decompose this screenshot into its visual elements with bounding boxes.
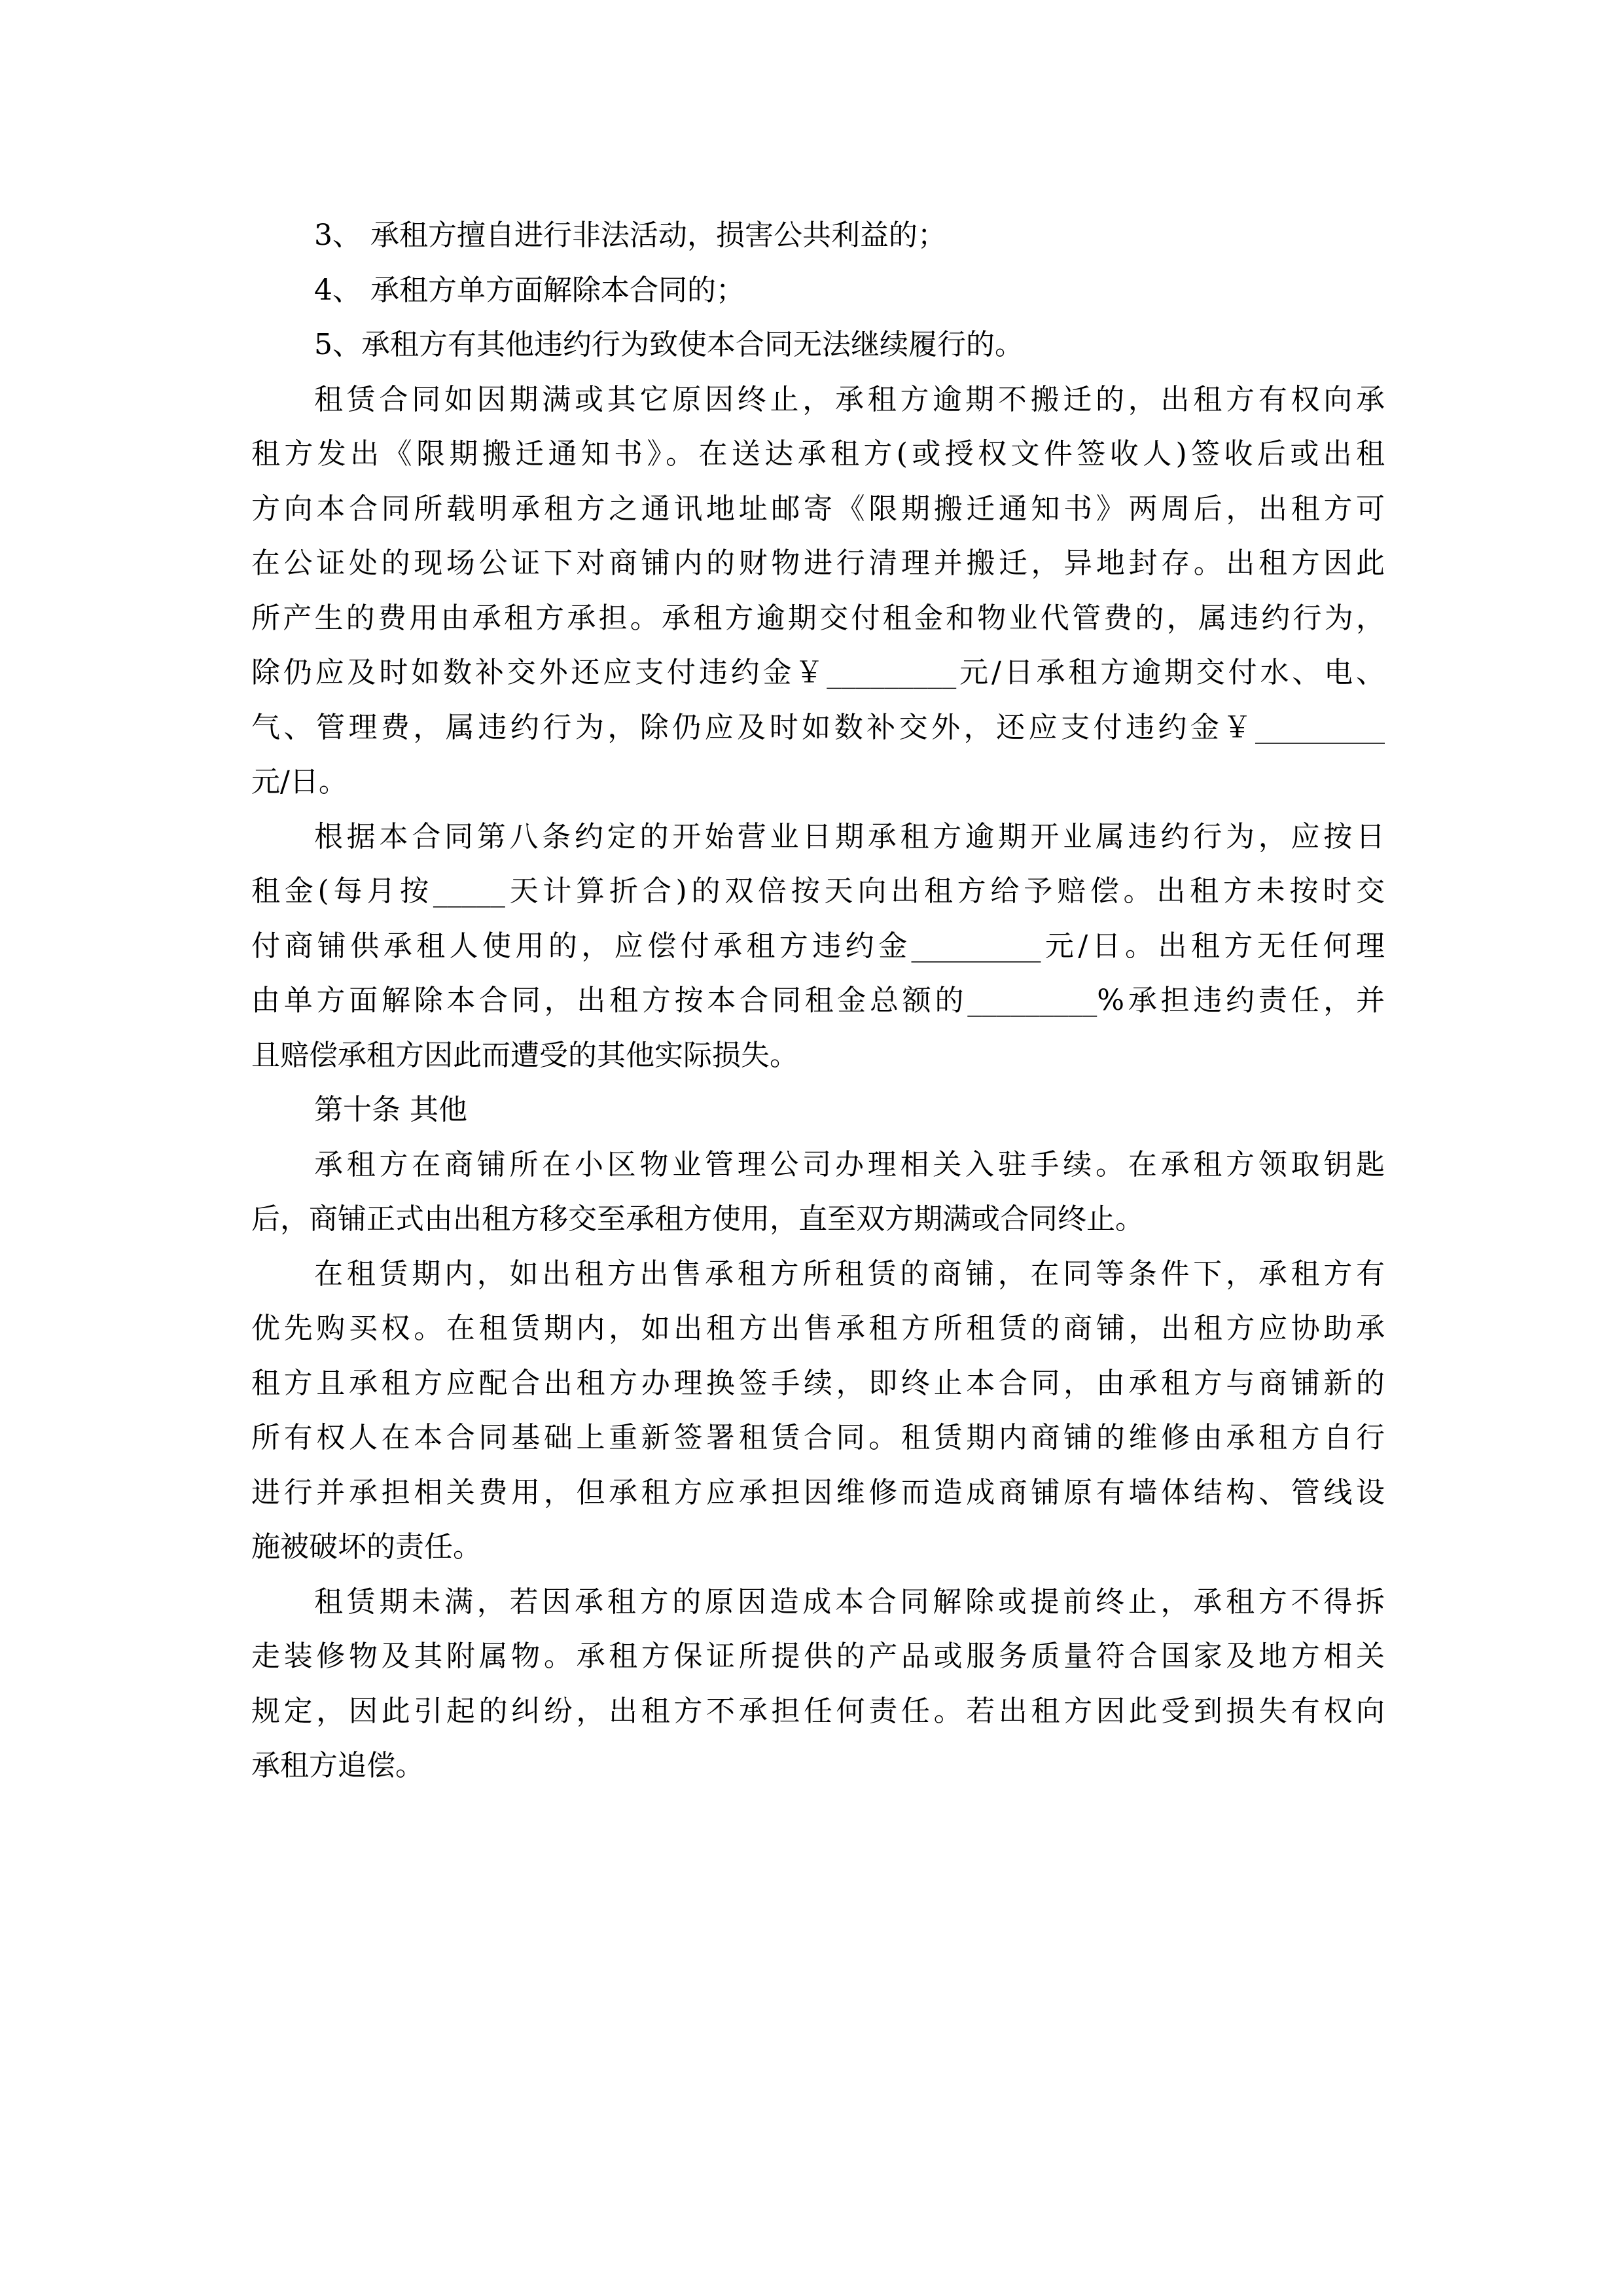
paragraph-line: 付商铺供承租人使用的，应偿付承租方违约金_________元/日。出租方无任何理 [251,929,1385,963]
paragraph-line: 租方且承租方应配合出租方办理换签手续，即终止本合同，由承租方与商铺新的 [251,1366,1385,1400]
paragraph-line: 规定，因此引起的纠纷，出租方不承担任何责任。若出租方因此受到损失有权向 [251,1694,1385,1728]
clause-item-3: 3、 承租方擅自进行非法活动，损害公共利益的； [314,219,946,252]
paragraph-line: 租金(每月按_____天计算折合)的双倍按天向出租方给予赔偿。出租方未按时交 [251,874,1385,908]
clause-item-5: 5、承租方有其他违约行为致使本合同无法继续履行的。 [314,328,1024,361]
paragraph-line: 租方发出《限期搬迁通知书》。在送达承租方(或授权文件签收人)签收后或出租 [251,437,1385,471]
paragraph-line: 且赔偿承租方因此而遭受的其他实际损失。 [251,1038,798,1072]
paragraph-line: 优先购买权。在租赁期内，如出租方出售承租方所租赁的商铺，出租方应协助承 [251,1312,1385,1345]
paragraph-line: 所产生的费用由承租方承担。承租方逾期交付租金和物业代管费的，属违约行为， [251,601,1385,635]
section-heading: 第十条 其他 [314,1093,467,1126]
paragraph-line: 承租方在商铺所在小区物业管理公司办理相关入驻手续。在承租方领取钥匙 [314,1147,1385,1181]
paragraph-line: 除仍应及时如数补交外还应支付违约金￥_________元/日承租方逾期交付水、电、 [251,656,1385,689]
document-page [251,208,1385,1793]
paragraph-line: 元/日。 [251,765,348,798]
paragraph-line: 走装修物及其附属物。承租方保证所提供的产品或服务质量符合国家及地方相关 [251,1640,1385,1673]
paragraph-line: 在公证处的现场公证下对商铺内的财物进行清理并搬迁，异地封存。出租方因此 [251,547,1385,580]
paragraph-line: 气、管理费，属违约行为，除仍应及时如数补交外，还应支付违约金￥_________ [251,710,1385,744]
paragraph-line: 所有权人在本合同基础上重新签署租赁合同。租赁期内商铺的维修由承租方自行 [251,1421,1385,1454]
paragraph-line: 根据本合同第八条约定的开始营业日期承租方逾期开业属违约行为，应按日 [314,819,1385,853]
paragraph-line: 租赁期未满，若因承租方的原因造成本合同解除或提前终止，承租方不得拆 [314,1585,1385,1619]
paragraph-line: 在租赁期内，如出租方出售承租方所租赁的商铺，在同等条件下，承租方有 [314,1257,1385,1291]
paragraph-line: 租赁合同如因期满或其它原因终止，承租方逾期不搬迁的，出租方有权向承 [314,382,1385,416]
paragraph-line: 承租方追偿。 [251,1749,424,1782]
paragraph-line: 由单方面解除本合同，出租方按本合同租金总额的_________%承担违约责任，并 [251,984,1385,1017]
paragraph-line: 进行并承担相关费用，但承租方应承担因维修而造成商铺原有墙体结构、管线设 [251,1475,1385,1509]
paragraph-line: 方向本合同所载明承租方之通讯地址邮寄《限期搬迁通知书》两周后，出租方可 [251,492,1385,526]
paragraph-line: 施被破坏的责任。 [251,1530,482,1564]
clause-item-4: 4、 承租方单方面解除本合同的； [314,273,745,307]
paragraph-line: 后，商铺正式由出租方移交至承租方使用，直至双方期满或合同终止。 [251,1202,1144,1236]
